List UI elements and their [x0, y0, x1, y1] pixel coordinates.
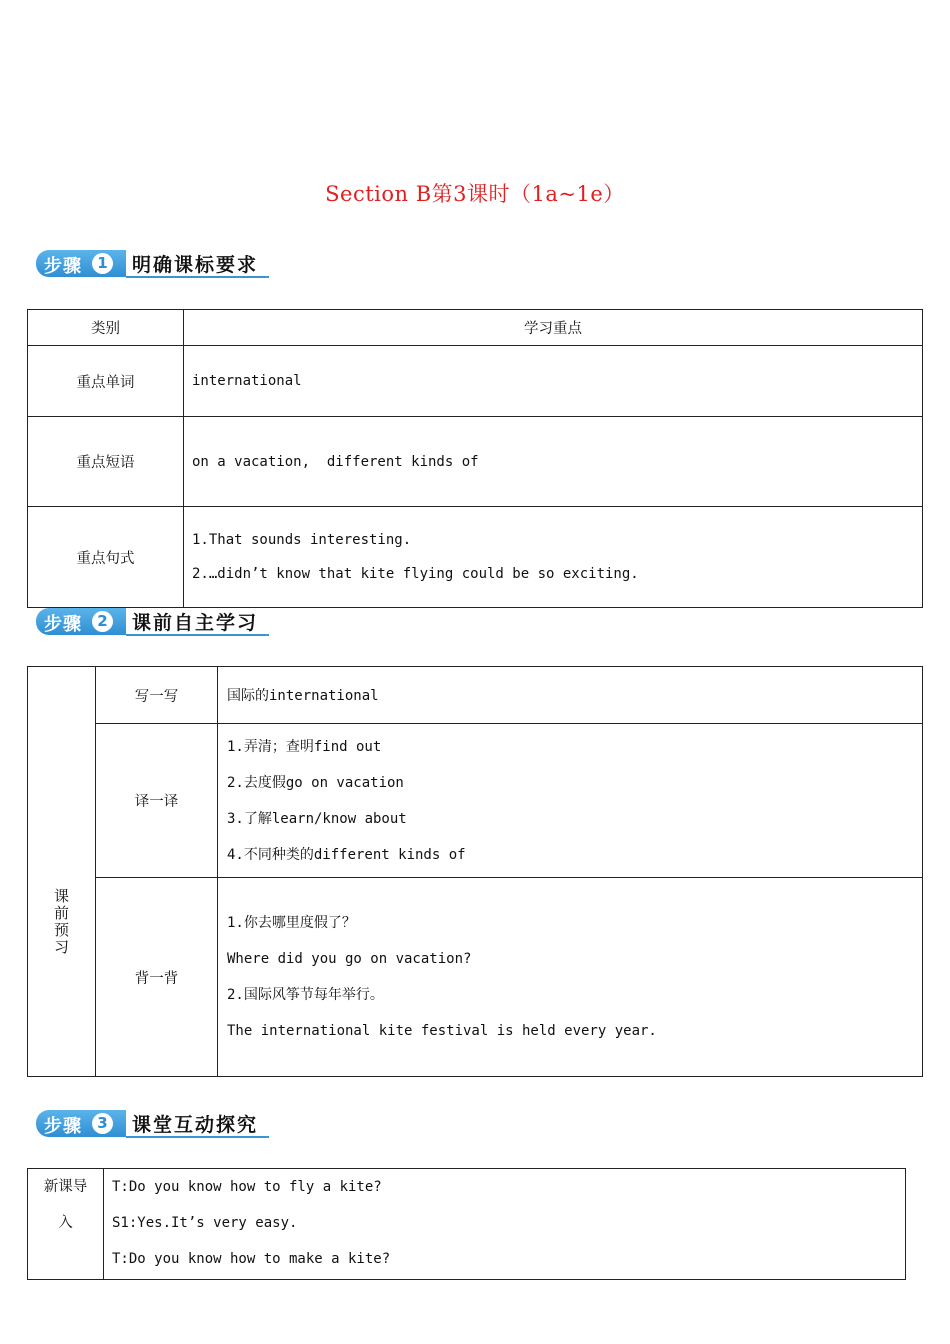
section-label-cell [28, 667, 96, 1077]
table-row [28, 667, 923, 724]
lead-in-table [27, 1168, 906, 1280]
step-badge-text: 步骤 [44, 614, 82, 635]
content-line: 2.…didn’t know that kite flying could be so exciting. [192, 566, 639, 582]
step-underline [126, 634, 269, 636]
content-line: 2.去度假go on vacation [227, 774, 404, 791]
table-row [28, 417, 923, 507]
label-line: 新课导 [43, 1179, 88, 1195]
content-line: 3.了解learn/know about [227, 810, 407, 827]
header-category: 类别 [28, 310, 184, 346]
step-label: 课堂互动探究 [132, 1114, 259, 1136]
row-content [218, 667, 923, 724]
page-title: Section B第3课时（1a~1e） [325, 182, 625, 206]
content-line: 国际的international [227, 688, 379, 704]
row-type [28, 1169, 104, 1280]
section-label: 课前预习 [53, 886, 69, 956]
step-badge [36, 608, 126, 635]
step-number-icon: 1 [92, 253, 113, 274]
step-2-banner [36, 608, 276, 635]
step-label: 课前自主学习 [132, 612, 259, 634]
row-content [218, 878, 923, 1077]
content-line: S1:Yes.It’s very easy. [112, 1215, 298, 1231]
table-row [28, 346, 923, 417]
table-header-row [28, 310, 923, 346]
row-category: 重点单词 [28, 346, 184, 417]
table-row [28, 1169, 906, 1280]
content-line: T:Do you know how to fly a kite? [112, 1179, 382, 1195]
row-content [184, 346, 923, 417]
content-line: on a vacation, different kinds of [192, 453, 479, 470]
step-badge [36, 1110, 126, 1137]
row-content [218, 724, 923, 878]
step-label: 明确课标要求 [132, 254, 259, 276]
preview-table [27, 666, 923, 1077]
content-line: 1.That sounds interesting. [192, 532, 412, 548]
row-type: 译一译 [96, 724, 218, 878]
key-points-table [27, 309, 923, 608]
content-line: international [192, 373, 302, 389]
row-category: 重点短语 [28, 417, 184, 507]
step-badge-text: 步骤 [44, 1116, 82, 1137]
content-line: 2.国际风筝节每年举行。 [227, 987, 384, 1003]
content-line: The international kite festival is held every year. [227, 1023, 657, 1039]
row-content [184, 417, 923, 507]
step-underline [126, 276, 269, 278]
content-line: Where did you go on vacation? [227, 951, 472, 967]
table-row [28, 724, 923, 878]
step-3-banner [36, 1110, 276, 1137]
row-content [104, 1169, 906, 1280]
row-category: 重点句式 [28, 507, 184, 608]
step-number-icon: 3 [92, 1113, 113, 1134]
content-line: 4.不同种类的different kinds of [227, 846, 466, 863]
table-row [28, 507, 923, 608]
row-type: 背一背 [96, 878, 218, 1077]
step-badge [36, 250, 126, 277]
label-line: 入 [58, 1215, 73, 1231]
step-underline [126, 1136, 269, 1138]
header-focus: 学习重点 [184, 310, 923, 346]
content-line: 1.弄清；查明find out [227, 738, 382, 755]
step-1-banner [36, 250, 276, 277]
content-line: 1.你去哪里度假了？ [227, 915, 356, 931]
step-badge-text: 步骤 [44, 256, 82, 277]
step-number-icon: 2 [92, 611, 113, 632]
table-row [28, 878, 923, 1077]
row-content [184, 507, 923, 608]
row-type: 写一写 [96, 667, 218, 724]
content-line: T:Do you know how to make a kite? [112, 1251, 391, 1267]
